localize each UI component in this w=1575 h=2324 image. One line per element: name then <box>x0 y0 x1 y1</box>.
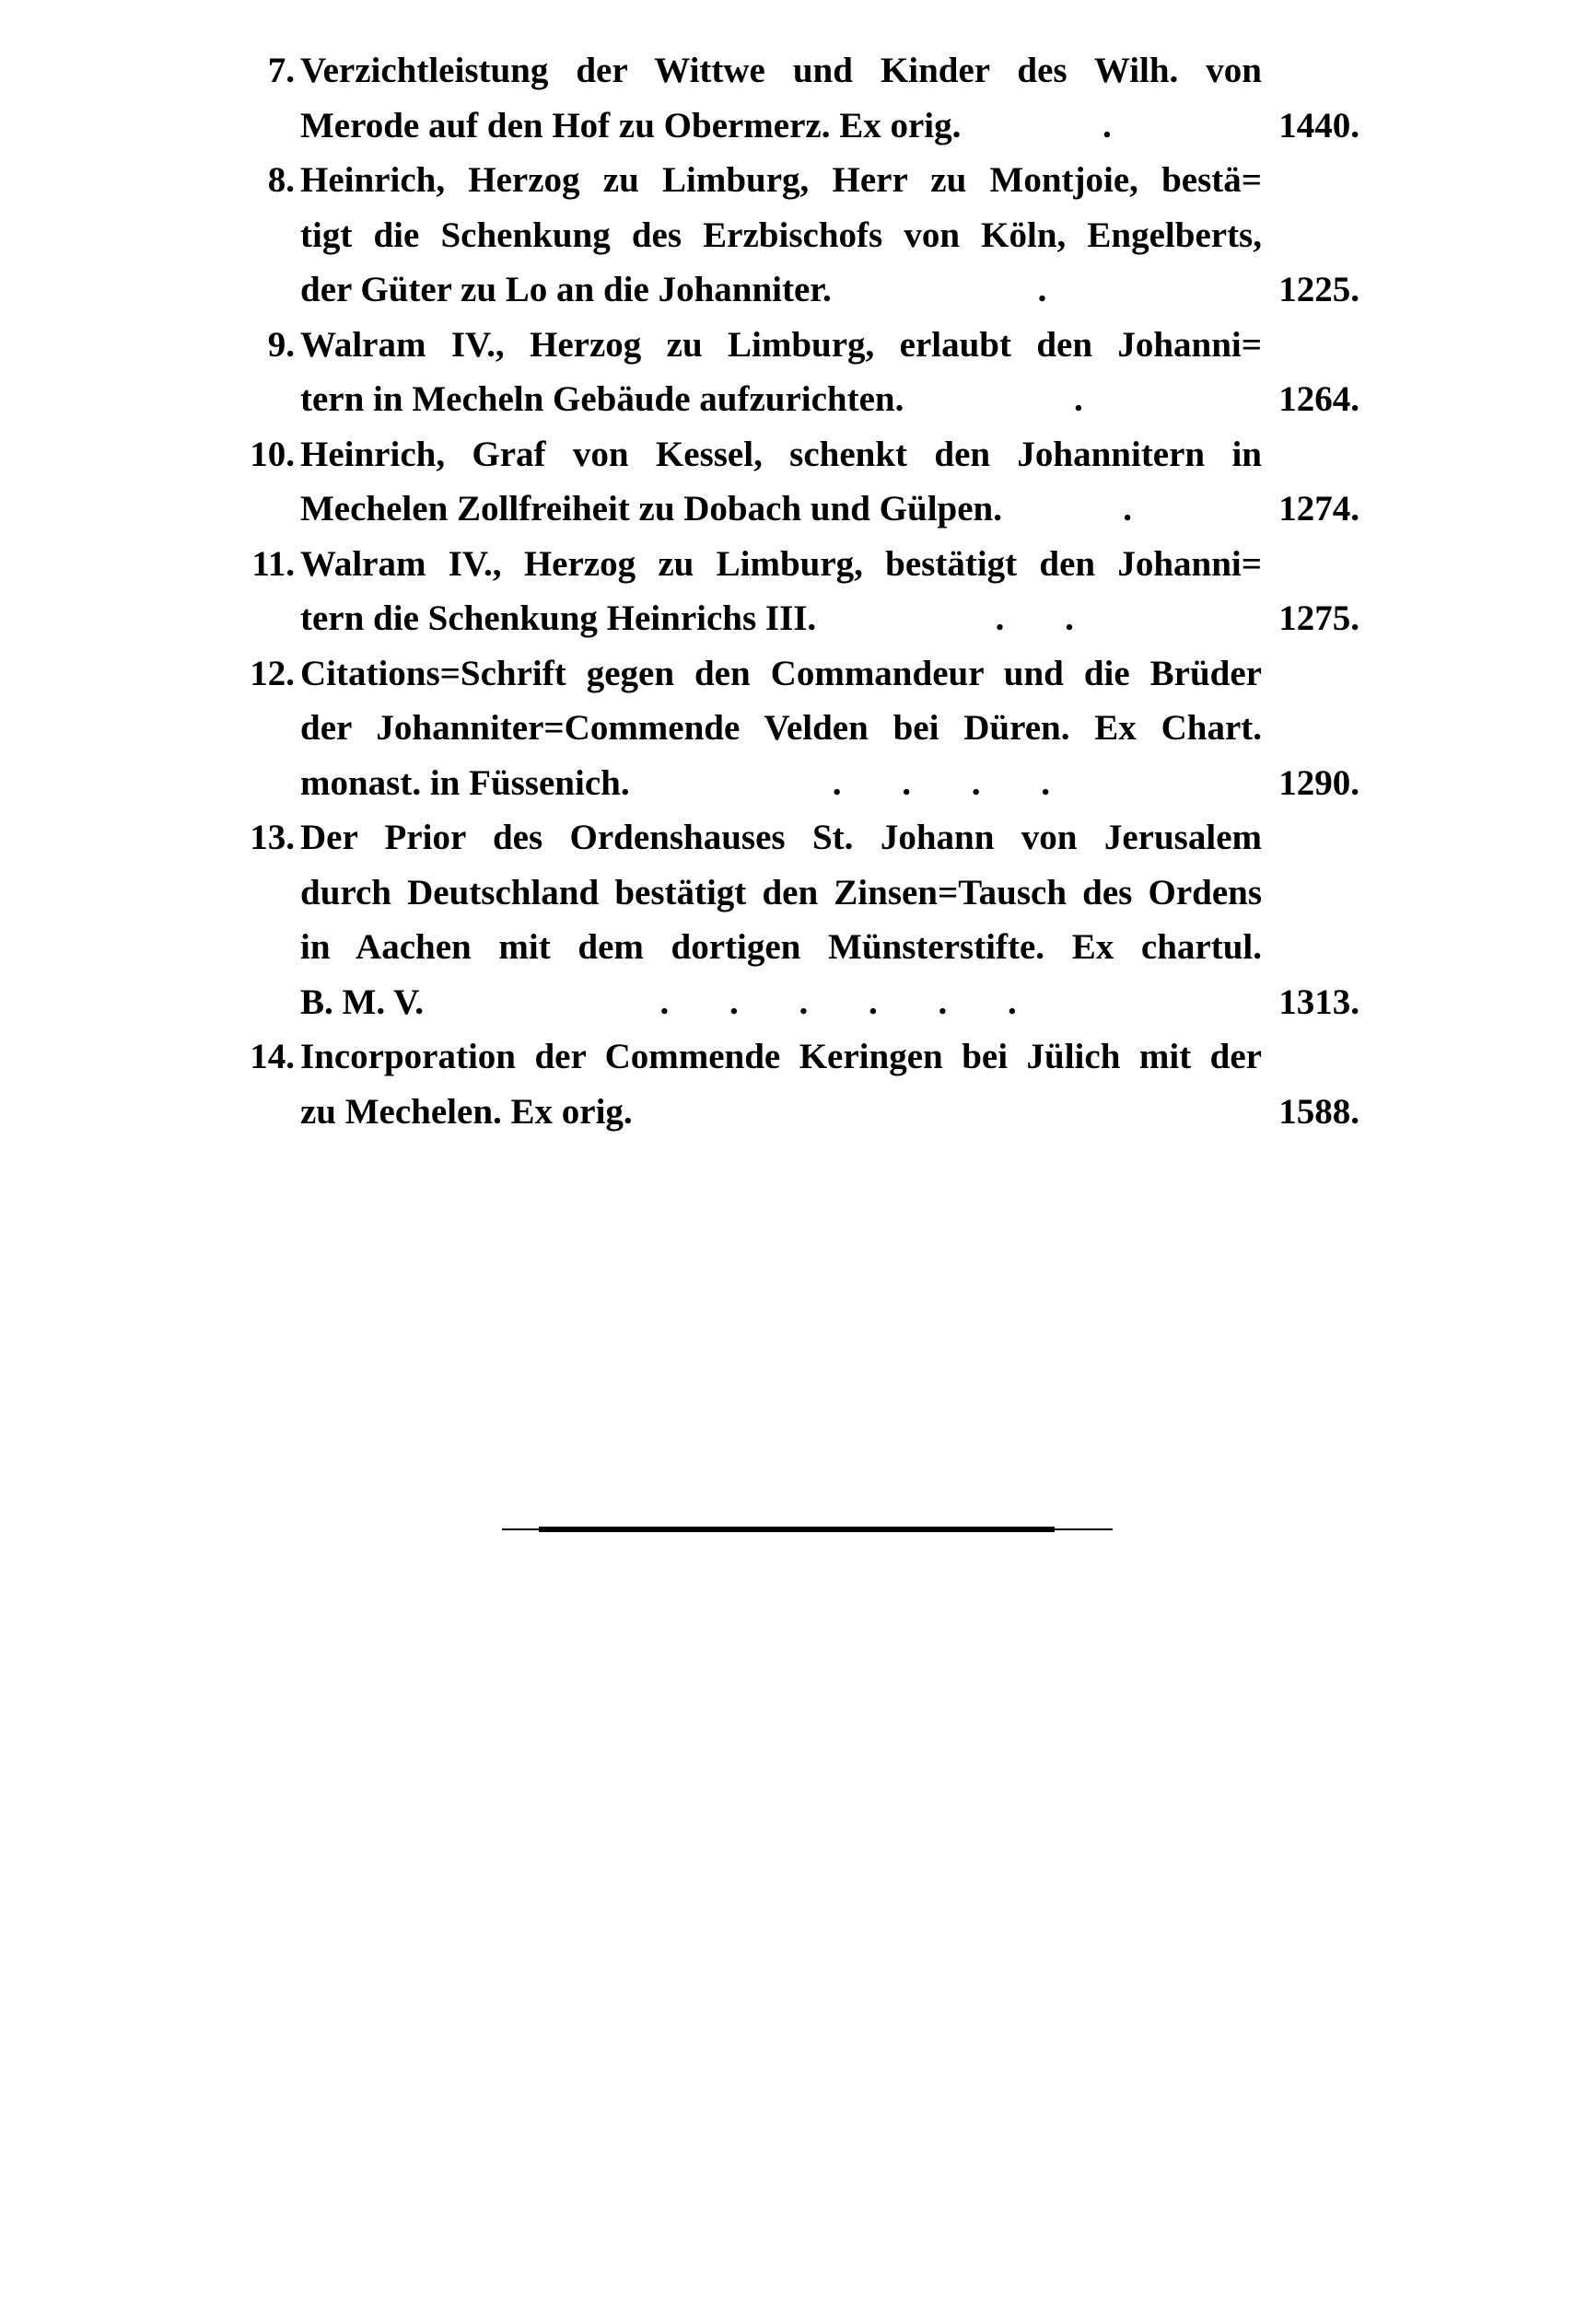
entry-year: 1588. <box>1278 1091 1359 1132</box>
horizontal-rule <box>502 1527 1113 1532</box>
entry-text-line: durch Deutschland bestätigt den Zinsen=Tausch des Ordens <box>300 872 1262 912</box>
entry-last-line <box>300 377 1359 423</box>
entry-text-line: in Aachen mit dem dortigen Münsterstifte. Ex chartul. <box>300 927 1262 967</box>
entry-text: Mechelen Zollfreiheit zu Dobach und Gülpen. <box>300 489 1002 529</box>
entry-text: tern in Mecheln Gebäude aufzurichten. <box>300 379 904 419</box>
entry-number: 7. <box>267 51 295 90</box>
entry-year: 1274. <box>1278 489 1359 529</box>
entry-text-line: Citations=Schrift gegen den Commandeur und die Brüder <box>300 653 1262 693</box>
leader-dots: . <box>1037 270 1073 309</box>
entry-year: 1225. <box>1278 270 1359 309</box>
leader-dots: . . <box>995 598 1100 638</box>
entry-number: 9. <box>267 324 295 365</box>
entry-number: 8. <box>267 160 295 200</box>
entry-text-line: Der Prior des Ordenshauses St. Johann von Jerusalem <box>300 818 1262 857</box>
leader-dots: . . . . . . <box>659 982 1043 1022</box>
entry-year: 1313. <box>1278 982 1359 1022</box>
entry-text-line: tigt die Schenkung des Erzbischofs von Köln, Engelberts, <box>300 215 1262 255</box>
entry-text: monast. in Füssenich. <box>300 762 630 803</box>
entry-year: 1264. <box>1278 379 1359 419</box>
entry-year: 1290. <box>1278 762 1359 803</box>
entry-text-line: der Johanniter=Commende Velden bei Düren. Ex Chart. <box>300 708 1262 748</box>
leader-dots: . <box>1102 105 1138 145</box>
entry-text: der Güter zu Lo an die Johanniter. <box>300 270 832 309</box>
entry-last-line <box>300 1089 1359 1135</box>
leader-dots: . <box>1073 379 1109 419</box>
leader-dots: . <box>1123 489 1158 529</box>
entry-text-line: Verzichtleistung der Wittwe und Kinder des Wilh. von <box>300 51 1262 90</box>
entry-number: 14. <box>250 1037 295 1076</box>
entry-number: 11. <box>251 543 295 584</box>
entry-text-line: Walram IV., Herzog zu Limburg, bestätigt den Johanni= <box>300 543 1262 584</box>
entry-number: 10. <box>250 434 295 474</box>
entry-year: 1440. <box>1278 105 1359 145</box>
entry-text-line: Heinrich, Herzog zu Limburg, Herr zu Montjoie, bestä= <box>300 160 1262 200</box>
entry-text: zu Mechelen. Ex orig. <box>300 1091 633 1132</box>
entry-text-line: Incorporation der Commende Keringen bei Jülich mit der <box>300 1037 1262 1076</box>
entry-last-line <box>300 486 1359 532</box>
leader-dots: . . . . <box>832 762 1077 803</box>
entry-last-line <box>300 103 1359 149</box>
leader-dots <box>633 1089 1279 1135</box>
entry-last-line <box>300 761 1359 807</box>
entry-text-line: Heinrich, Graf von Kessel, schenkt den Johannitern in <box>300 434 1262 474</box>
entry-last-line <box>300 267 1359 313</box>
entry-text: tern die Schenkung Heinrichs III. <box>300 598 817 638</box>
entry-text: B. M. V. <box>300 982 425 1022</box>
entry-text: Merode auf den Hof zu Obermerz. Ex orig. <box>300 105 962 145</box>
entry-number: 13. <box>250 818 295 857</box>
entry-year: 1275. <box>1278 598 1359 638</box>
entry-text-line: Walram IV., Herzog zu Limburg, erlaubt den Johanni= <box>300 324 1262 365</box>
entry-number: 12. <box>250 653 295 693</box>
entry-last-line <box>300 980 1359 1026</box>
entry-last-line <box>300 596 1359 642</box>
